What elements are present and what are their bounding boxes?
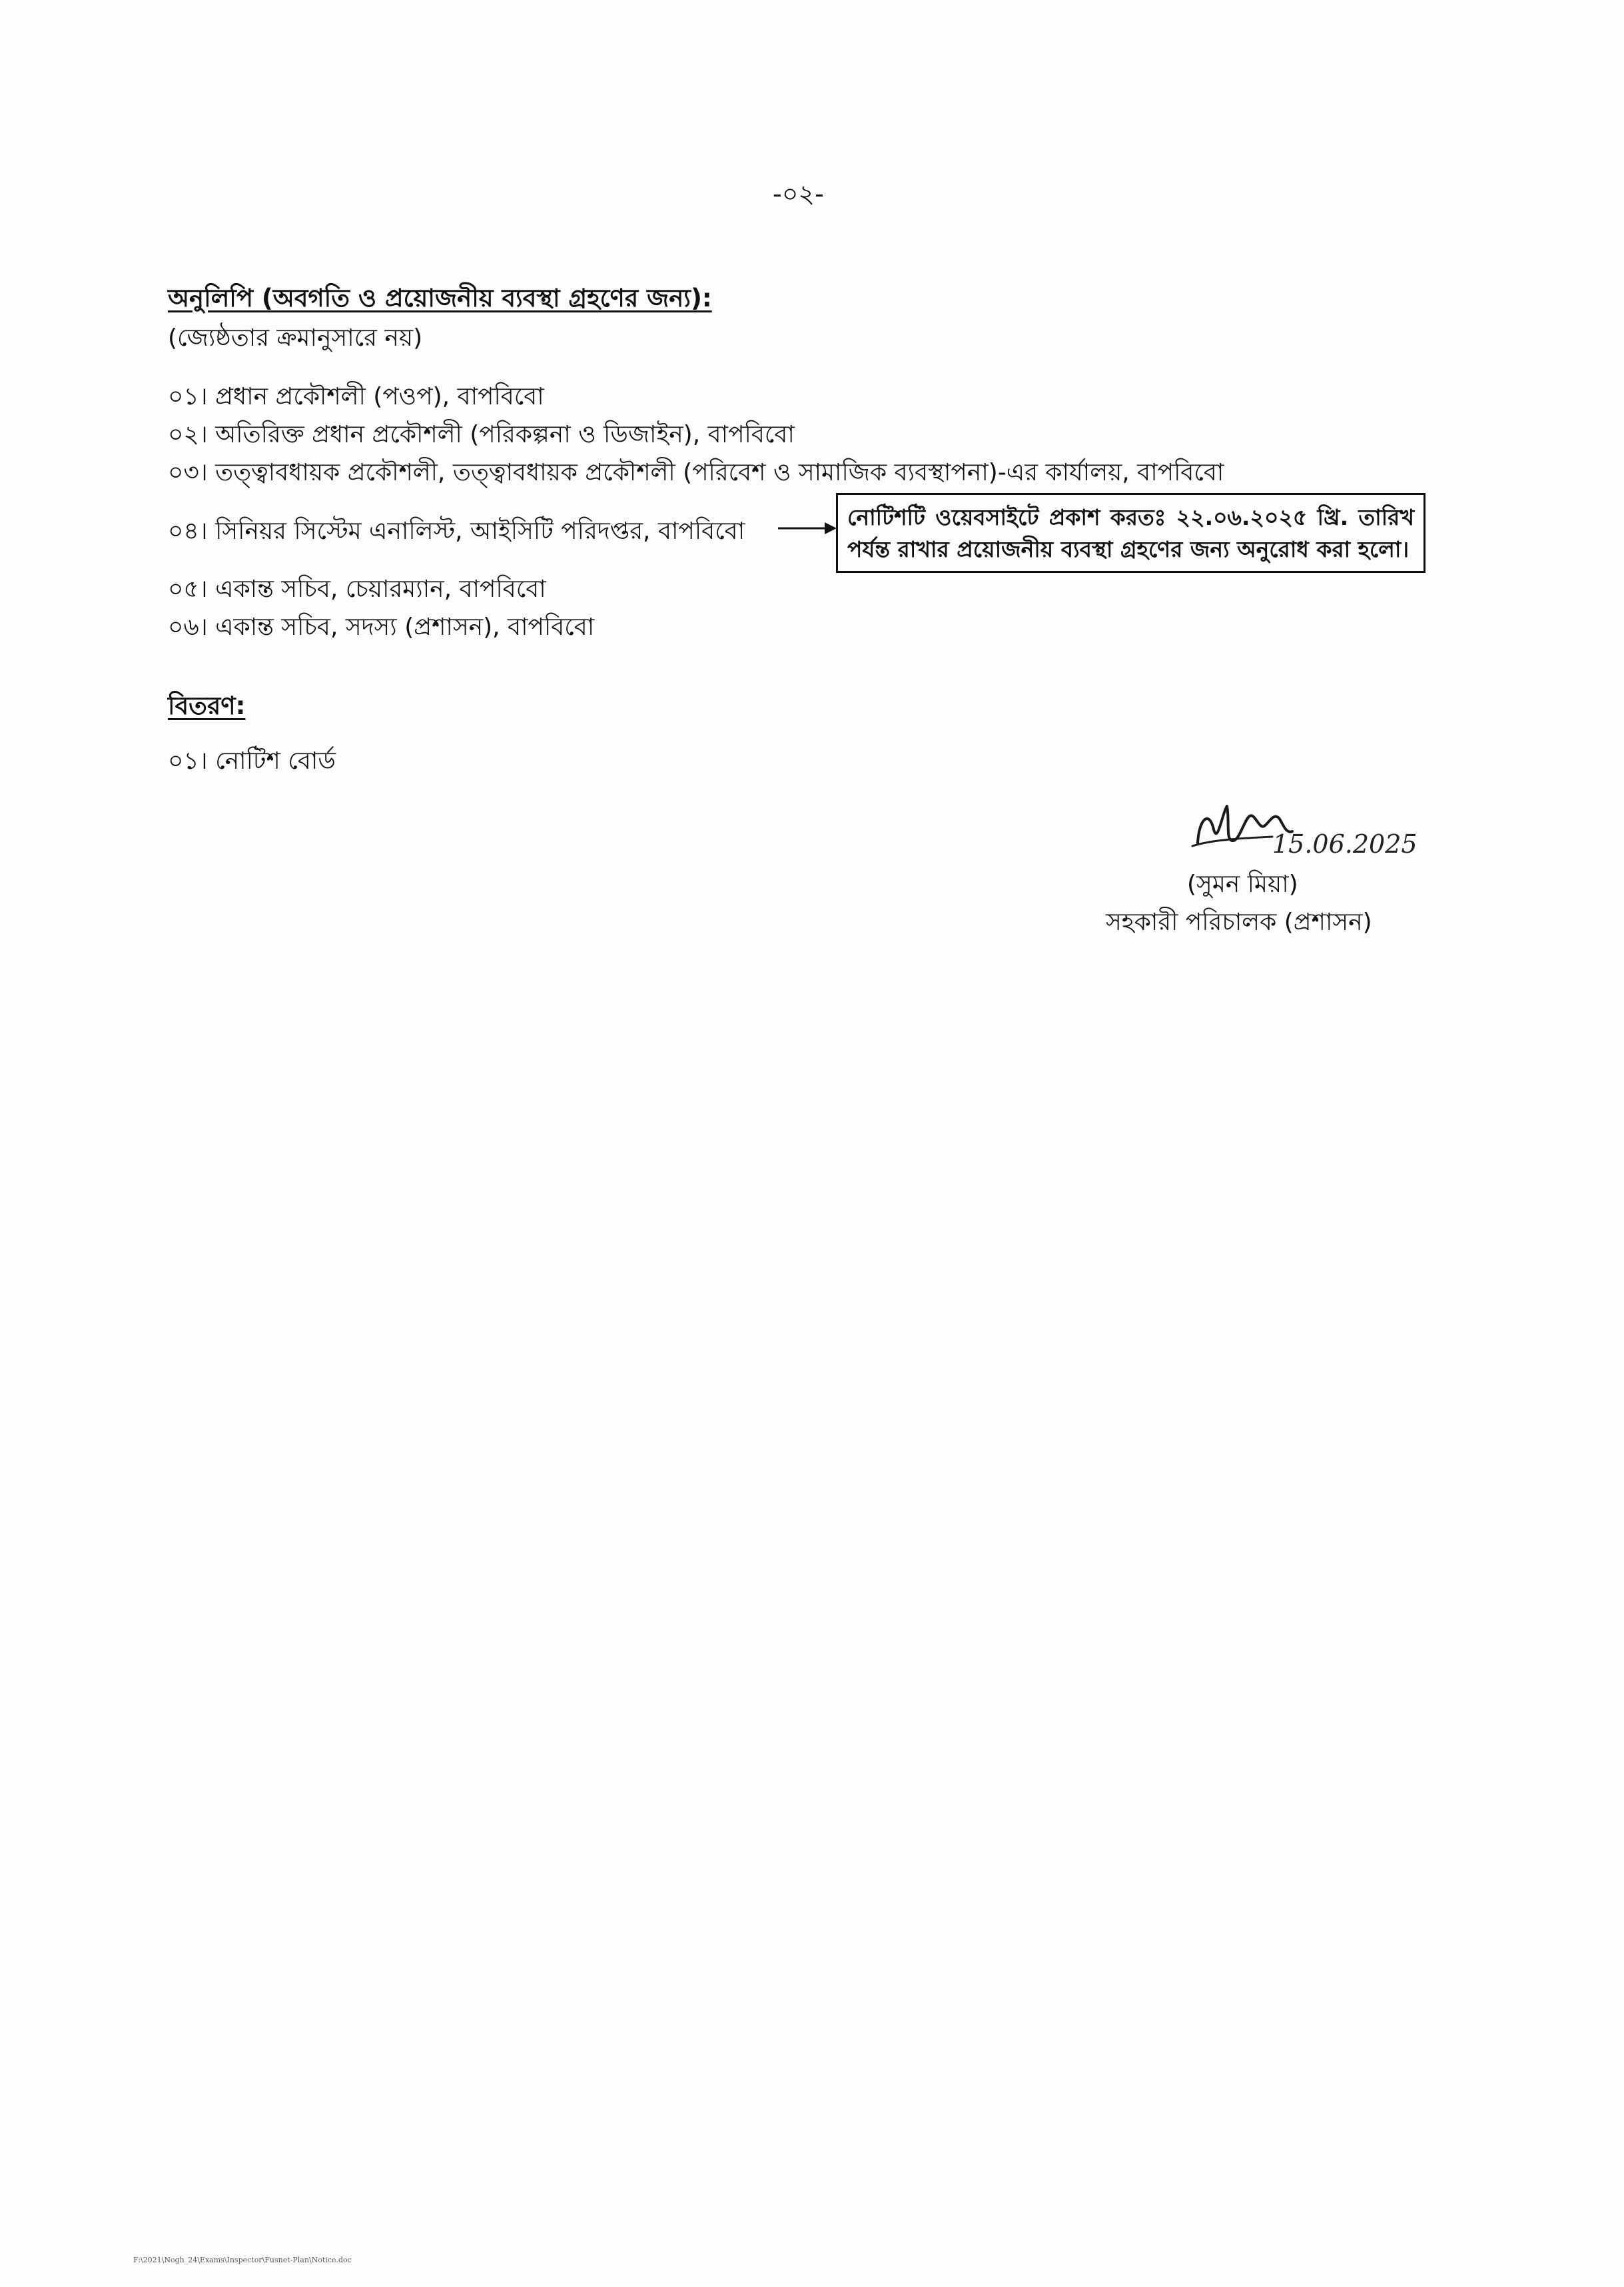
website-note-box: নোটিশটি ওয়েবসাইটে প্রকাশ করতঃ ২২.০৬.২০২৫ খ্রি. তারিখ পর্যন্ত রাখার প্রয়োজনীয় ব্যবস্থা গ্রহণের জন্য অনুরোধ করা হলো।: [836, 493, 1425, 573]
distribution-heading: বিতরণ:: [168, 691, 246, 720]
signer-name: (সুমন মিয়া): [1187, 871, 1298, 898]
copy-section-heading: অনুলিপি (অবগতি ও প্রয়োজনীয় ব্যবস্থা গ্রহণের জন্য):: [168, 284, 712, 312]
arrow-right-icon: [778, 518, 838, 538]
copy-item-1: ০১। প্রধান প্রকৌশলী (পওপ), বাপবিবো: [168, 383, 544, 410]
page-number: -০২-: [773, 179, 824, 209]
distribution-item-1: ০১। নোটিশ বোর্ড: [168, 747, 336, 775]
copy-section-subheading: (জ্যেষ্ঠতার ক্রমানুসারে নয়): [168, 324, 423, 352]
signature-date: 15.06.2025: [1272, 829, 1418, 859]
copy-item-6: ০৬। একান্ত সচিব, সদস্য (প্রশাসন), বাপবিবো: [168, 614, 595, 641]
signer-designation: সহকারী পরিচালক (প্রশাসন): [1106, 909, 1372, 936]
copy-item-4: ০৪। সিনিয়র সিস্টেম এনালিস্ট, আইসিটি পরিদপ্তর, বাপবিবো: [168, 518, 745, 545]
copy-item-3: ০৩। তত্ত্বাবধায়ক প্রকৌশলী, তত্ত্বাবধায়ক প্রকৌশলী (পরিবেশ ও সামাজিক ব্যবস্থাপনা)-এর কার্যালয়, বাপবিবো: [168, 459, 1224, 486]
copy-item-2: ০২। অতিরিক্ত প্রধান প্রকৌশলী (পরিকল্পনা ও ডিজাইন), বাপবিবো: [168, 421, 795, 448]
footer-file-path: F:\2021\Nogh_24\Exams\Inspector\Fusnet-Plan\Notice.doc: [133, 2256, 352, 2264]
copy-item-5: ০৫। একান্ত সচিব, চেয়ারম্যান, বাপবিবো: [168, 576, 546, 603]
